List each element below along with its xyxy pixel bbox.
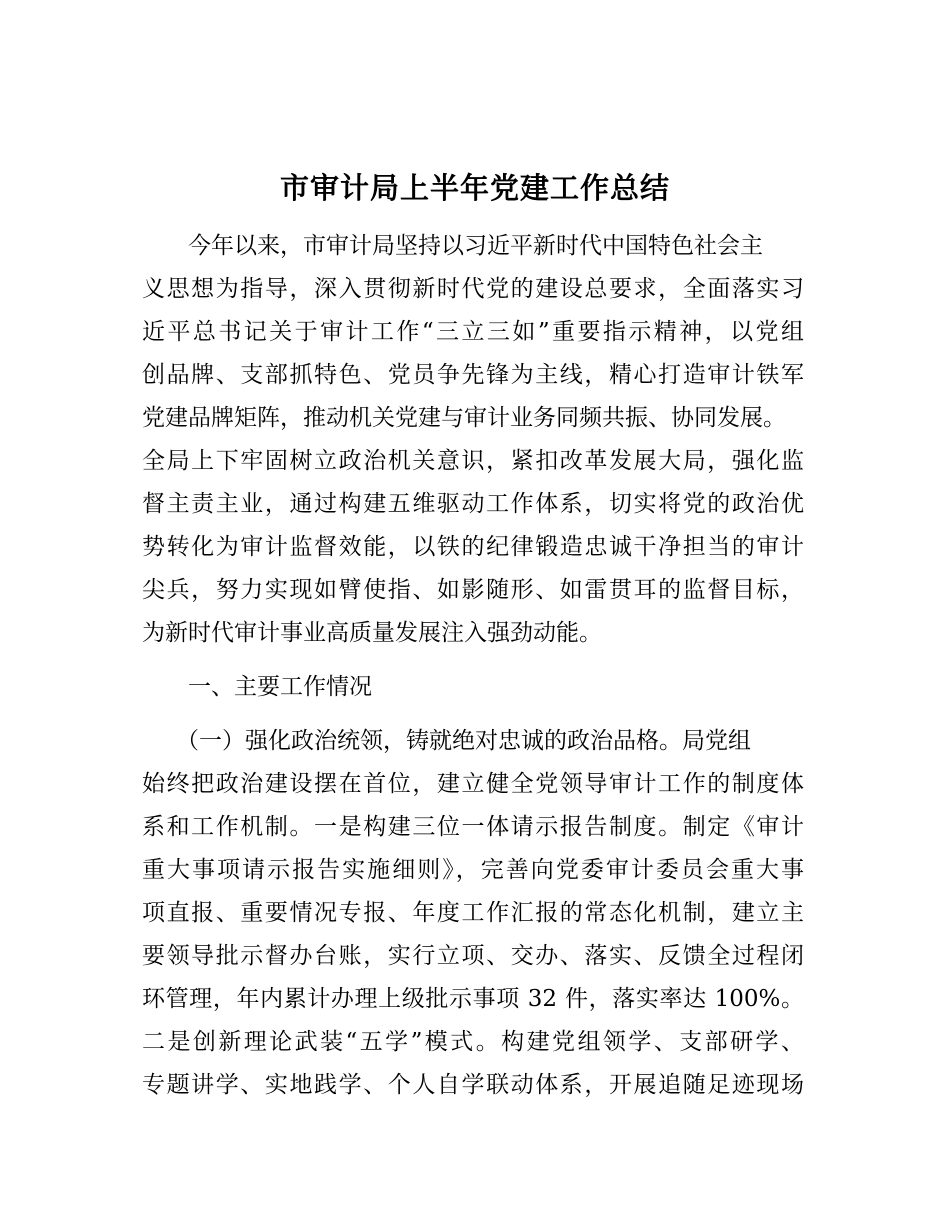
paragraph-line: 创品牌、支部抓特色、党员争先锋为主线，精心打造审计铁军	[142, 362, 804, 388]
section-heading: 一、主要工作情况	[188, 674, 372, 700]
paragraph-line: 系和工作机制。一是构建三位一体请示报告制度。制定《审计	[142, 814, 804, 840]
paragraph-line: 重大事项请示报告实施细则》，完善向党委审计委员会重大事	[142, 857, 804, 883]
paragraph-line: 为新时代审计事业高质量发展注入强劲动能。	[142, 620, 602, 646]
paragraph-line: 督主责主业，通过构建五维驱动工作体系，切实将党的政治优	[142, 491, 804, 517]
paragraph-line: 今年以来，市审计局坚持以习近平新时代中国特色社会主	[188, 233, 763, 259]
paragraph-line: 环管理，年内累计办理上级批示事项 32 件，落实率达 100%。	[142, 986, 804, 1012]
paragraph-line: 近平总书记关于审计工作“三立三如”重要指示精神，以党组	[142, 319, 804, 345]
paragraph-line: 全局上下牢固树立政治机关意识，紧扣改革发展大局，强化监	[142, 448, 804, 474]
paragraph-line: 项直报、重要情况专报、年度工作汇报的常态化机制，建立主	[142, 900, 804, 926]
paragraph-line: 始终把政治建设摆在首位，建立健全党领导审计工作的制度体	[142, 771, 804, 797]
paragraph-line: 二是创新理论武装“五学”模式。构建党组领学、支部研学、	[142, 1029, 804, 1055]
paragraph-line: 专题讲学、实地践学、个人自学联动体系，开展追随足迹现场	[142, 1072, 804, 1098]
document-title: 市审计局上半年党建工作总结	[279, 171, 670, 205]
paragraph-line: 党建品牌矩阵，推动机关党建与审计业务同频共振、协同发展。	[142, 405, 786, 431]
paragraph-line: 义思想为指导，深入贯彻新时代党的建设总要求，全面落实习	[142, 276, 804, 302]
paragraph-line: 势转化为审计监督效能，以铁的纪律锻造忠诚干净担当的审计	[142, 534, 804, 560]
subsection-heading-line: （一）强化政治统领，铸就绝对忠诚的政治品格。局党组	[176, 728, 751, 754]
paragraph-line: 尖兵，努力实现如臂使指、如影随形、如雷贯耳的监督目标，	[142, 577, 804, 603]
paragraph-line: 要领导批示督办台账，实行立项、交办、落实、反馈全过程闭	[142, 943, 804, 969]
